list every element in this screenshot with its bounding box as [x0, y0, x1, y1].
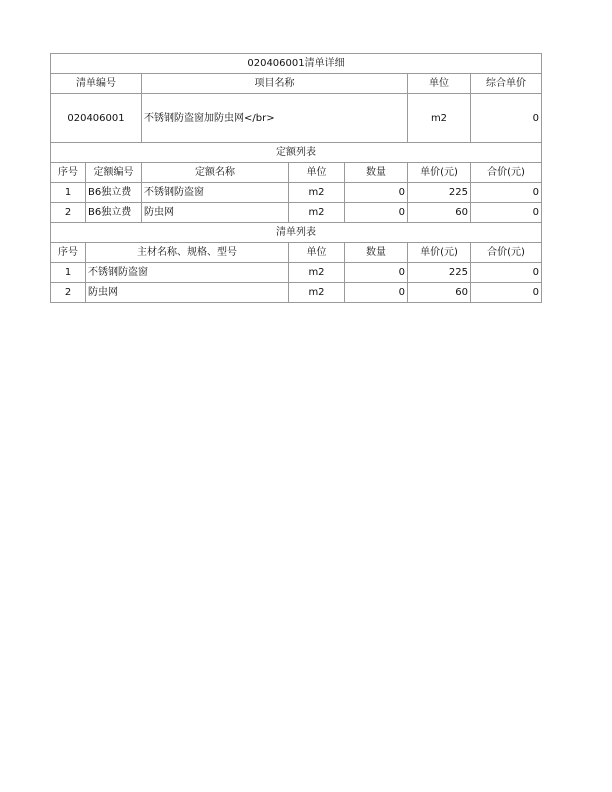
- quota-col-name: 定额名称: [142, 163, 289, 183]
- title-row: [51, 54, 542, 74]
- material-section-row: [51, 223, 542, 243]
- quota-header-row: [51, 163, 542, 183]
- quota-col-unit: 单位: [289, 163, 345, 183]
- material-col-name: 主材名称、规格、型号: [86, 243, 289, 263]
- material-unit: m2: [289, 263, 345, 283]
- quota-unit-price: 60: [408, 203, 471, 223]
- quota-col-qty: 数量: [345, 163, 408, 183]
- unit-header: 单位: [408, 74, 471, 94]
- table-row: [51, 263, 542, 283]
- material-qty: 0: [345, 283, 408, 303]
- quota-unit: m2: [289, 203, 345, 223]
- material-name: 防虫网: [86, 283, 289, 303]
- quota-index: 2: [51, 203, 86, 223]
- quota-code: B6独立费: [86, 183, 142, 203]
- table-row: [51, 183, 542, 203]
- item-code: 020406001: [51, 94, 142, 143]
- quota-index: 1: [51, 183, 86, 203]
- quota-section-row: [51, 143, 542, 163]
- table-row: [51, 203, 542, 223]
- quota-name: 不锈钢防盗窗: [142, 183, 289, 203]
- quota-total: 0: [471, 183, 542, 203]
- quota-qty: 0: [345, 183, 408, 203]
- quota-name: 防虫网: [142, 203, 289, 223]
- price-header: 综合单价: [471, 74, 542, 94]
- material-qty: 0: [345, 263, 408, 283]
- quota-col-total: 合价(元): [471, 163, 542, 183]
- quota-section-title: 定额列表: [51, 143, 542, 163]
- quota-qty: 0: [345, 203, 408, 223]
- quota-unit: m2: [289, 183, 345, 203]
- table-title: 020406001清单详细: [51, 54, 542, 74]
- material-section-title: 清单列表: [51, 223, 542, 243]
- material-index: 1: [51, 263, 86, 283]
- quota-unit-price: 225: [408, 183, 471, 203]
- table-row: [51, 283, 542, 303]
- material-header-row: [51, 243, 542, 263]
- header-row: [51, 74, 542, 94]
- material-name: 不锈钢防盗窗: [86, 263, 289, 283]
- material-total: 0: [471, 263, 542, 283]
- quota-total: 0: [471, 203, 542, 223]
- bill-detail-table: [50, 53, 542, 303]
- material-unit: m2: [289, 283, 345, 303]
- name-header: 项目名称: [142, 74, 408, 94]
- quota-col-index: 序号: [51, 163, 86, 183]
- material-total: 0: [471, 283, 542, 303]
- quota-col-unit-price: 单价(元): [408, 163, 471, 183]
- material-col-unit-price: 单价(元): [408, 243, 471, 263]
- material-unit-price: 60: [408, 283, 471, 303]
- item-name: 不锈钢防盗窗加防虫网</br>: [142, 94, 408, 143]
- code-header: 清单编号: [51, 74, 142, 94]
- material-col-index: 序号: [51, 243, 86, 263]
- item-row: [51, 94, 542, 143]
- material-col-total: 合价(元): [471, 243, 542, 263]
- material-col-qty: 数量: [345, 243, 408, 263]
- material-index: 2: [51, 283, 86, 303]
- quota-code: B6独立费: [86, 203, 142, 223]
- quota-col-code: 定额编号: [86, 163, 142, 183]
- item-unit: m2: [408, 94, 471, 143]
- item-price: 0: [471, 94, 542, 143]
- material-unit-price: 225: [408, 263, 471, 283]
- material-col-unit: 单位: [289, 243, 345, 263]
